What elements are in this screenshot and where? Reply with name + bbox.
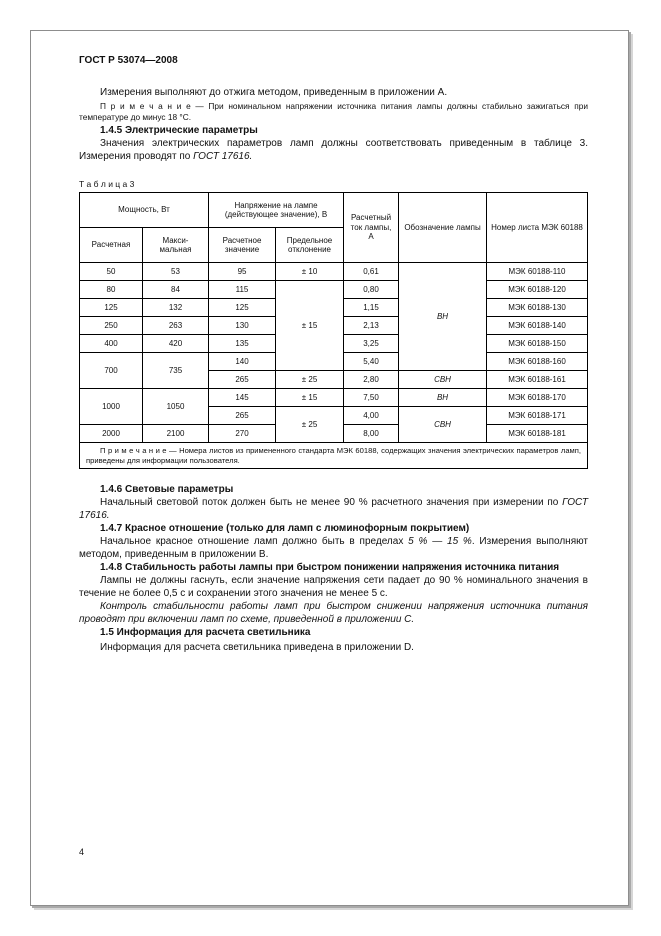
- table-row: [80, 389, 588, 407]
- cell-deviation: ± 25: [276, 371, 344, 389]
- page-content: [31, 31, 628, 654]
- text-run: Значения электрических параметров ламп должны соответствовать приведенным в таблице 3. Измерения проводят по: [79, 138, 588, 162]
- paragraph-stability: Лампы не должны гаснуть, если значение напряжения сети падает до 90 % номинального значения в течение не более 0,5 с и сохранении этого значения не менее 5 с.: [79, 575, 588, 599]
- cell-voltage: 265: [209, 407, 276, 425]
- cell-voltage: 95: [209, 263, 276, 281]
- cell-power-max: 263: [143, 317, 209, 335]
- cell-power-max: 735: [143, 353, 209, 389]
- heading-1-5: 1.5 Информация для расчета светильника: [100, 627, 311, 638]
- cell-power: 1000: [80, 389, 143, 425]
- note-ignition: П р и м е ч а н и е — При номинальном напряжении источника питания лампы должны стабильно зажигаться при температуре до минус 18 °С.: [79, 101, 588, 122]
- paragraph-luminous: [79, 496, 588, 522]
- cell-voltage: 270: [209, 425, 276, 443]
- heading-1-4-8: 1.4.8 Стабильность работы лампы при быстром понижении напряжения источника питания: [100, 562, 560, 573]
- cell-sheet: МЭК 60188-120: [487, 281, 588, 299]
- cell-power-max: 2100: [143, 425, 209, 443]
- cell-current: 8,00: [344, 425, 399, 443]
- paragraph-red-ratio: [79, 535, 588, 561]
- cell-designation: ВН: [399, 389, 487, 407]
- cell-sheet: МЭК 60188-140: [487, 317, 588, 335]
- cell-power: 700: [80, 353, 143, 389]
- cell-voltage: 265: [209, 371, 276, 389]
- cell-deviation: ± 15: [276, 389, 344, 407]
- cell-power: 250: [80, 317, 143, 335]
- range-value: 5 % — 15 %: [408, 536, 472, 547]
- col-voltage-calc: Расчетное значение: [209, 228, 276, 263]
- cell-designation: СВН: [399, 407, 487, 443]
- cell-power-max: 132: [143, 299, 209, 317]
- col-sheet: Номер листа МЭК 60188: [487, 193, 588, 263]
- cell-sheet: МЭК 60188-160: [487, 353, 588, 371]
- paragraph-measurement: Измерения выполняют до отжига методом, приведенным в приложении А.: [100, 87, 448, 98]
- cell-sheet: МЭК 60188-170: [487, 389, 588, 407]
- cell-deviation: ± 15: [276, 281, 344, 371]
- cell-voltage: 140: [209, 353, 276, 371]
- table-note-row: [80, 443, 588, 469]
- cell-sheet: МЭК 60188-150: [487, 335, 588, 353]
- text-run: . Измерения выполняют методом, приведенным в приложении В.: [79, 536, 588, 560]
- text-run: Начальный световой поток должен быть не менее 90 % расчетного значения при измерении по: [100, 497, 563, 508]
- cell-power-max: 84: [143, 281, 209, 299]
- cell-power-max: 1050: [143, 389, 209, 425]
- page-number: 4: [79, 847, 85, 857]
- heading-1-4-5: 1.4.5 Электрические параметры: [100, 125, 258, 136]
- cell-power: 80: [80, 281, 143, 299]
- cell-sheet: МЭК 60188-110: [487, 263, 588, 281]
- cell-current: 4,00: [344, 407, 399, 425]
- paragraph-electric: [79, 137, 588, 163]
- cell-power-max: 53: [143, 263, 209, 281]
- cell-current: 7,50: [344, 389, 399, 407]
- gost-reference: ГОСТ 17616.: [193, 151, 253, 162]
- cell-voltage: 115: [209, 281, 276, 299]
- table-head: [80, 193, 588, 263]
- col-power-max: Макси- мальная: [143, 228, 209, 263]
- cell-power: 125: [80, 299, 143, 317]
- col-current: Расчетный ток лампы, А: [344, 193, 399, 263]
- cell-designation: СВН: [399, 371, 487, 389]
- cell-sheet: МЭК 60188-181: [487, 425, 588, 443]
- page: [30, 30, 629, 906]
- cell-power: 2000: [80, 425, 143, 443]
- heading-1-4-7: 1.4.7 Красное отношение (только для ламп с люминофорным покрытием): [100, 523, 470, 534]
- table-note: П р и м е ч а н и е — Номера листов из примененного стандарта МЭК 60188, содержащих значения электрических параметров ламп, приведены для информации пользователя.: [80, 443, 588, 469]
- cell-sheet: МЭК 60188-161: [487, 371, 588, 389]
- cell-power-max: 420: [143, 335, 209, 353]
- cell-voltage: 135: [209, 335, 276, 353]
- heading-1-4-6: 1.4.6 Световые параметры: [100, 484, 234, 495]
- table-caption: Т а б л и ц а 3: [79, 179, 135, 189]
- col-voltage-dev: Предельное отклонение: [276, 228, 344, 263]
- gost-reference: ГОСТ 17616.: [79, 497, 588, 521]
- cell-power: 400: [80, 335, 143, 353]
- table-head-row-1: [80, 193, 588, 228]
- cell-designation: ВН: [399, 263, 487, 371]
- col-power-calc: Расчетная: [80, 228, 143, 263]
- cell-power: 50: [80, 263, 143, 281]
- table-row: [80, 281, 588, 299]
- table-row: [80, 263, 588, 281]
- cell-sheet: МЭК 60188-130: [487, 299, 588, 317]
- col-power: Мощность, Вт: [80, 193, 209, 228]
- document-code: ГОСТ Р 53074—2008: [79, 55, 178, 66]
- cell-current: 2,80: [344, 371, 399, 389]
- paragraph-luminaire-info: Информация для расчета светильника приведена в приложении D.: [100, 642, 414, 653]
- cell-current: 2,13: [344, 317, 399, 335]
- cell-deviation: ± 10: [276, 263, 344, 281]
- cell-voltage: 130: [209, 317, 276, 335]
- paragraph-stability-control: Контроль стабильности работы ламп при быстром снижении напряжения источника питания проводят при включении ламп по схеме, приведенной в приложении С.: [79, 601, 588, 625]
- cell-voltage: 145: [209, 389, 276, 407]
- cell-current: 0,61: [344, 263, 399, 281]
- text-run: Начальное красное отношение ламп должно быть в пределах: [100, 536, 409, 547]
- cell-deviation: ± 25: [276, 407, 344, 443]
- table-body: [80, 263, 588, 469]
- cell-current: 5,40: [344, 353, 399, 371]
- cell-sheet: МЭК 60188-171: [487, 407, 588, 425]
- cell-current: 3,25: [344, 335, 399, 353]
- cell-current: 1,15: [344, 299, 399, 317]
- col-voltage: Напряжение на лампе (действующее значение), В: [209, 193, 344, 228]
- cell-current: 0,80: [344, 281, 399, 299]
- col-designation: Обозначение лампы: [399, 193, 487, 263]
- cell-voltage: 125: [209, 299, 276, 317]
- table-3: [79, 192, 588, 469]
